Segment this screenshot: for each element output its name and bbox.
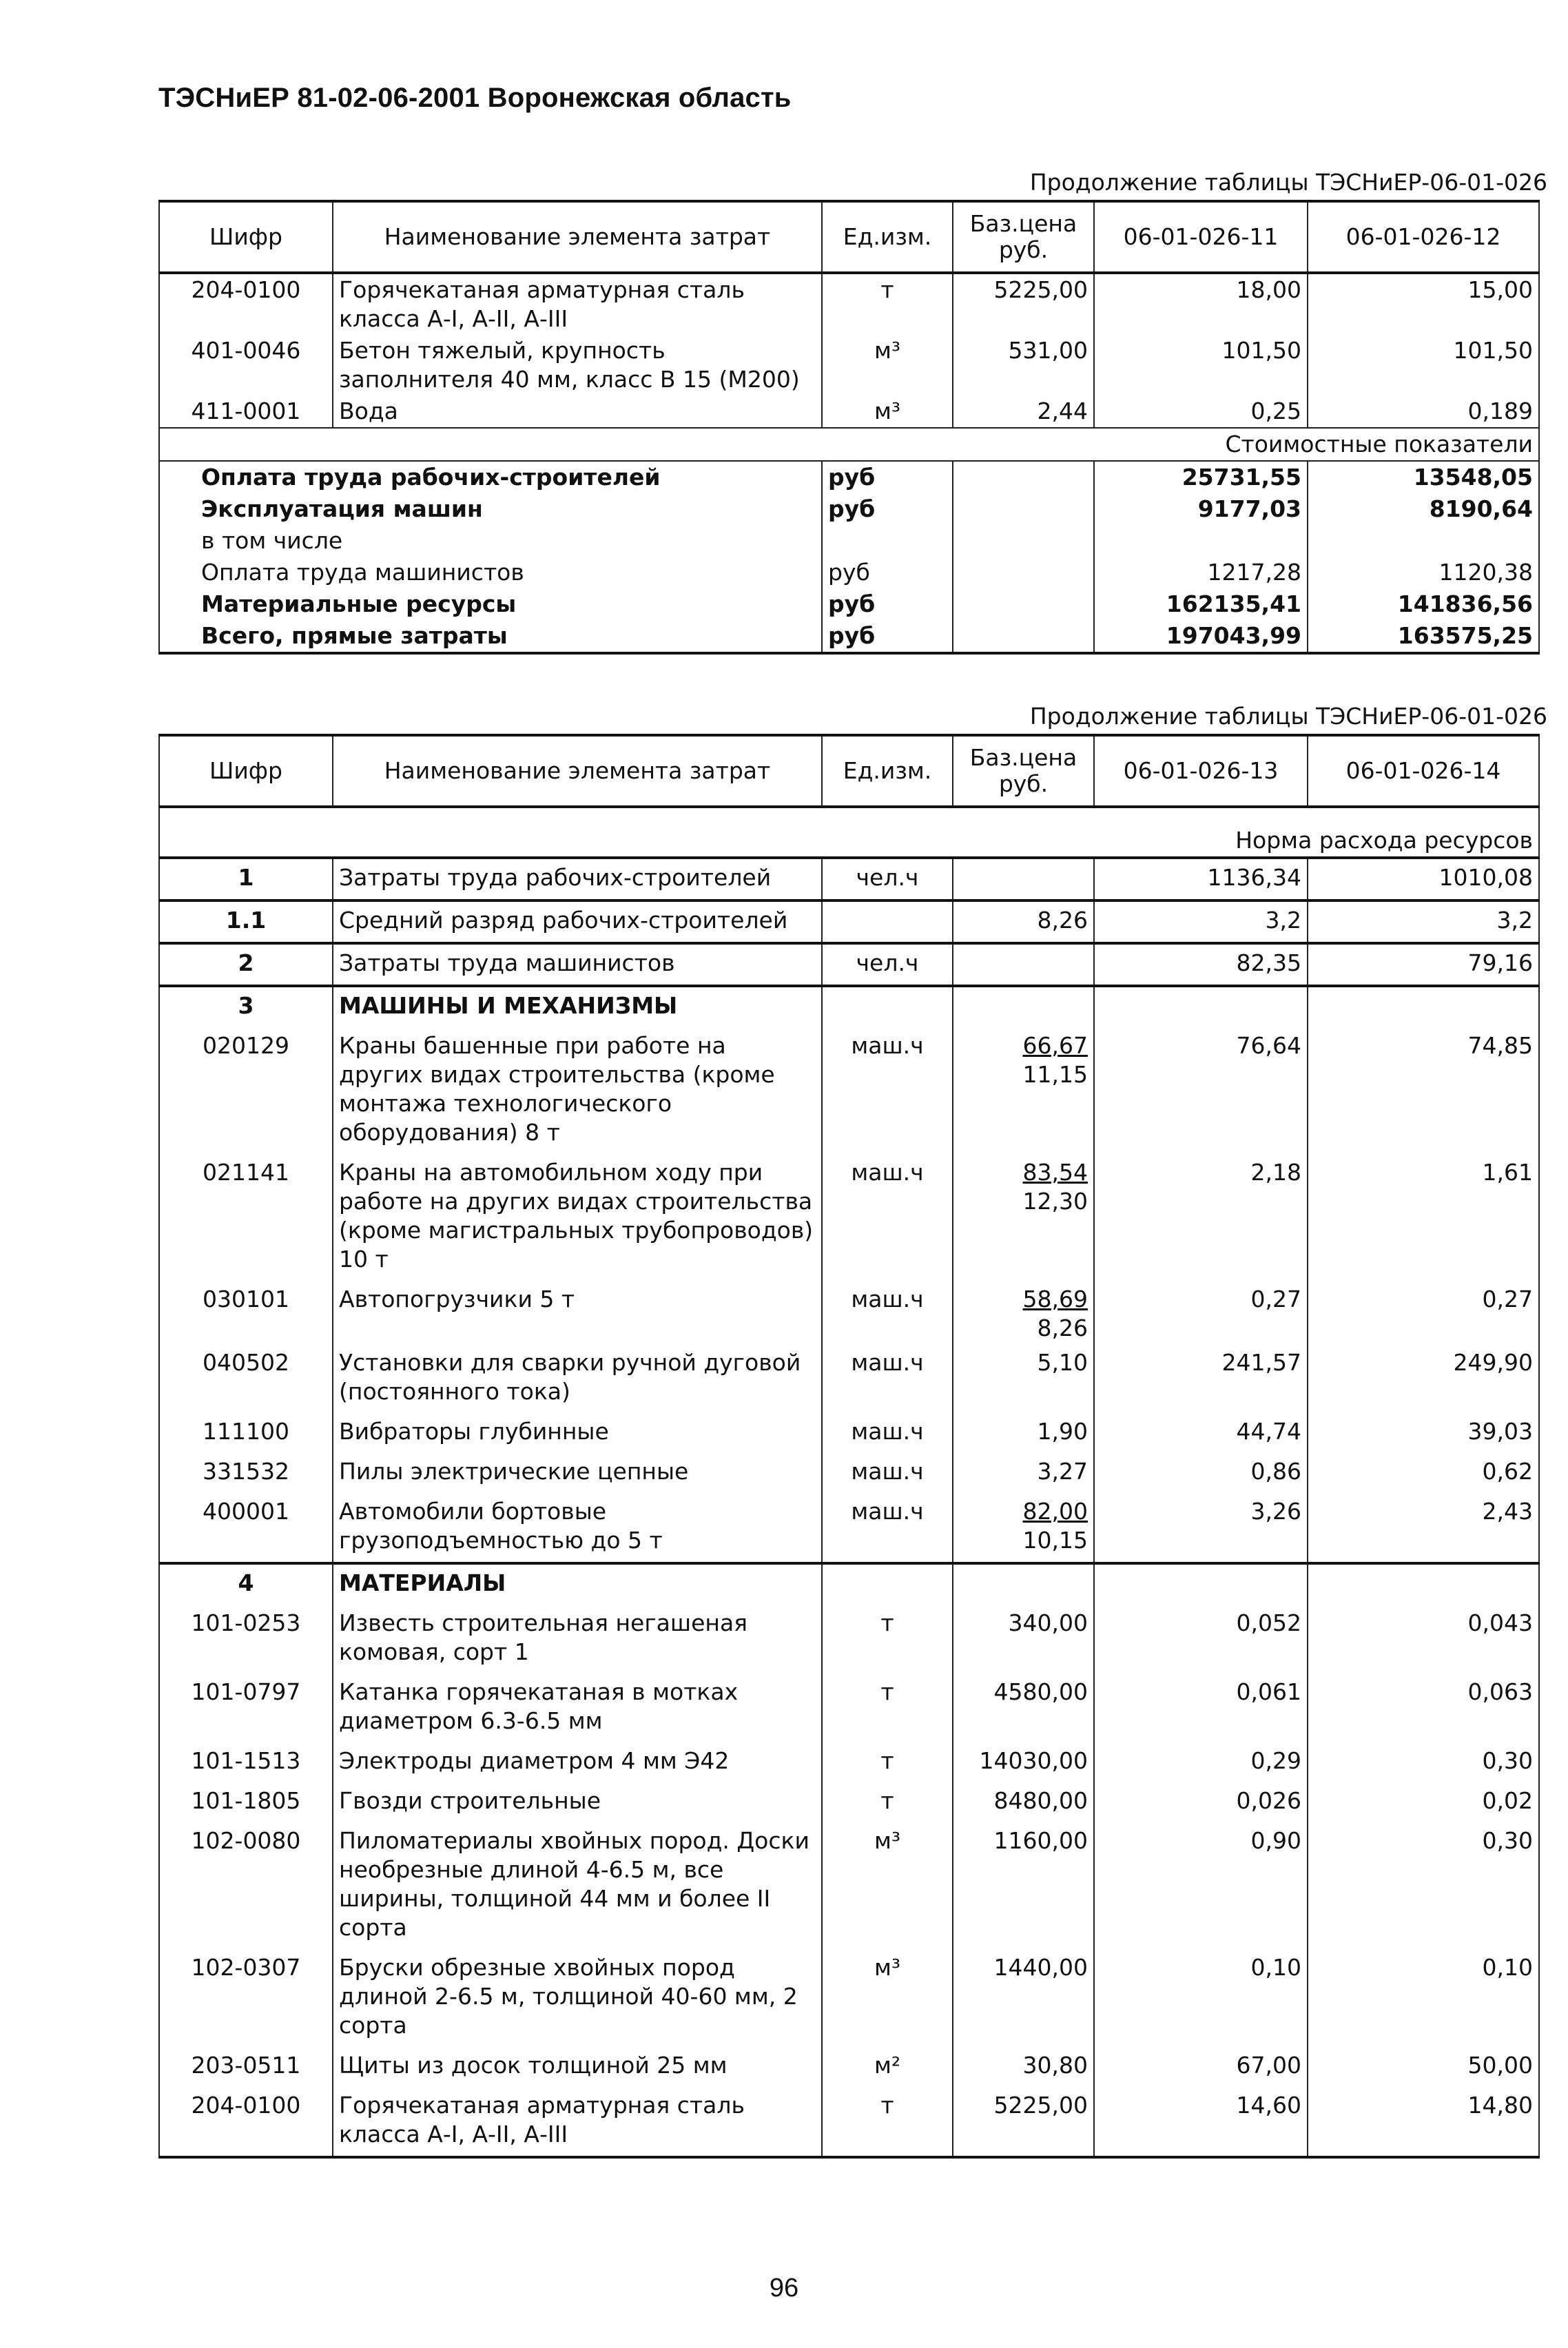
cost-name: Оплата труда рабочих-строителей bbox=[159, 461, 822, 493]
cost-value-1: 25731,55 bbox=[1094, 461, 1308, 493]
cost-row bbox=[159, 461, 1539, 493]
table-row bbox=[159, 900, 1539, 943]
table-row bbox=[159, 335, 1539, 395]
row-price: 2,44 bbox=[953, 395, 1094, 428]
row-unit: маш.ч bbox=[822, 1027, 953, 1154]
price-value: 30,80 bbox=[1022, 2052, 1088, 2079]
table-row bbox=[159, 1782, 1539, 1822]
table-row bbox=[159, 2087, 1539, 2157]
row-value-2: 0,30 bbox=[1308, 1742, 1539, 1782]
table-row bbox=[159, 1493, 1539, 1563]
row-price bbox=[953, 943, 1094, 986]
row-name: Средний разряд рабочих-строителей bbox=[333, 900, 822, 943]
row-unit: маш.ч bbox=[822, 1413, 953, 1453]
row-name: Горячекатаная арматурная сталь класса А-I, А-II, А-III bbox=[333, 2087, 822, 2157]
row-price bbox=[953, 1563, 1094, 1605]
cost-row bbox=[159, 557, 1539, 588]
row-name: МАШИНЫ И МЕХАНИЗМЫ bbox=[333, 986, 822, 1027]
cost-price bbox=[953, 525, 1094, 557]
row-price bbox=[953, 1782, 1094, 1822]
row-unit: м³ bbox=[822, 1822, 953, 1949]
cost-value-1 bbox=[1094, 525, 1308, 557]
row-name: Вибраторы глубинные bbox=[333, 1413, 822, 1453]
row-price bbox=[953, 1281, 1094, 1344]
row-value-1: 0,86 bbox=[1094, 1453, 1308, 1493]
price-operator-wage: 8,26 bbox=[1037, 1315, 1088, 1341]
table2 bbox=[158, 734, 1540, 2159]
price-value: 340,00 bbox=[1008, 1609, 1088, 1636]
price-value: 1,90 bbox=[1037, 1418, 1088, 1445]
col-header-v2: 06-01-026-14 bbox=[1308, 735, 1539, 807]
row-unit: маш.ч bbox=[822, 1453, 953, 1493]
col-header-v1: 06-01-026-13 bbox=[1094, 735, 1308, 807]
cost-unit: руб bbox=[822, 493, 953, 525]
row-unit: чел.ч bbox=[822, 858, 953, 900]
row-value-2: 0,043 bbox=[1308, 1605, 1539, 1674]
table-row bbox=[159, 943, 1539, 986]
row-price bbox=[953, 1949, 1094, 2047]
row-name: Затраты труда рабочих-строителей bbox=[333, 858, 822, 900]
row-price bbox=[953, 1493, 1094, 1563]
row-name: Щиты из досок толщиной 25 мм bbox=[333, 2047, 822, 2087]
row-value-1: 3,2 bbox=[1094, 900, 1308, 943]
row-name: Пиломатериалы хвойных пород. Доски необрезные длиной 4-6.5 м, все ширины, толщиной 44 мм и более II сорта bbox=[333, 1822, 822, 1949]
table-row bbox=[159, 1605, 1539, 1674]
row-value-1: 0,29 bbox=[1094, 1742, 1308, 1782]
row-value-2: 0,62 bbox=[1308, 1453, 1539, 1493]
row-name: Автомобили бортовые грузоподъемностью до 5 т bbox=[333, 1493, 822, 1563]
row-code: 111100 bbox=[159, 1413, 333, 1453]
row-code: 101-0797 bbox=[159, 1674, 333, 1742]
row-value-1: 2,18 bbox=[1094, 1154, 1308, 1281]
row-code: 1 bbox=[159, 858, 333, 900]
row-value-2: 0,30 bbox=[1308, 1822, 1539, 1949]
row-code: 3 bbox=[159, 986, 333, 1027]
row-value-1: 76,64 bbox=[1094, 1027, 1308, 1154]
row-unit: м³ bbox=[822, 395, 953, 428]
row-name: Затраты труда машинистов bbox=[333, 943, 822, 986]
row-code: 1.1 bbox=[159, 900, 333, 943]
cost-name: Оплата труда машинистов bbox=[159, 557, 822, 588]
row-unit: м³ bbox=[822, 1949, 953, 2047]
table1-continuation: Продолжение таблицы ТЭСНиЕР-06-01-026 bbox=[1029, 169, 1547, 196]
row-value-1: 0,25 bbox=[1094, 395, 1308, 428]
col-header-code: Шифр bbox=[159, 735, 333, 807]
cost-unit: руб bbox=[822, 588, 953, 620]
row-unit: м² bbox=[822, 2047, 953, 2087]
row-unit: маш.ч bbox=[822, 1154, 953, 1281]
table-row bbox=[159, 2047, 1539, 2087]
price-value: 66,67 bbox=[1022, 1032, 1088, 1059]
row-value-1: 44,74 bbox=[1094, 1413, 1308, 1453]
row-name: Пилы электрические цепные bbox=[333, 1453, 822, 1493]
cost-name: Материальные ресурсы bbox=[159, 588, 822, 620]
row-value-1: 18,00 bbox=[1094, 273, 1308, 335]
row-name: Краны башенные при работе на других видах строительства (кроме монтажа технологического оборудования) 8 т bbox=[333, 1027, 822, 1154]
row-value-1: 0,90 bbox=[1094, 1822, 1308, 1949]
price-value: 4580,00 bbox=[993, 1678, 1088, 1705]
col-header-unit: Ед.изм. bbox=[822, 201, 953, 273]
price-operator-wage: 10,15 bbox=[1022, 1527, 1088, 1554]
row-name: Электроды диаметром 4 мм Э42 bbox=[333, 1742, 822, 1782]
row-code: 331532 bbox=[159, 1453, 333, 1493]
row-name: Бетон тяжелый, крупность заполнителя 40 мм, класс В 15 (М200) bbox=[333, 335, 822, 395]
row-name: Бруски обрезные хвойных пород длиной 2-6.5 м, толщиной 40-60 мм, 2 сорта bbox=[333, 1949, 822, 2047]
row-unit: чел.ч bbox=[822, 943, 953, 986]
row-value-2: 0,063 bbox=[1308, 1674, 1539, 1742]
price-value: 1440,00 bbox=[993, 1954, 1088, 1981]
section-title: Стоимостные показатели bbox=[159, 428, 1539, 461]
table2-section-row bbox=[159, 807, 1539, 858]
table2-header-row bbox=[159, 735, 1539, 807]
cost-price bbox=[953, 557, 1094, 588]
row-price bbox=[953, 1154, 1094, 1281]
row-value-2: 0,10 bbox=[1308, 1949, 1539, 2047]
row-code: 102-0080 bbox=[159, 1822, 333, 1949]
row-unit: т bbox=[822, 2087, 953, 2157]
row-name: Известь строительная негашеная комовая, сорт 1 bbox=[333, 1605, 822, 1674]
row-value-1 bbox=[1094, 1563, 1308, 1605]
row-value-1: 67,00 bbox=[1094, 2047, 1308, 2087]
row-name: Краны на автомобильном ходу при работе на других видах строительства (кроме магистральных трубопроводов) 10 т bbox=[333, 1154, 822, 1281]
table-row bbox=[159, 1674, 1539, 1742]
row-value-1: 0,026 bbox=[1094, 1782, 1308, 1822]
row-unit: т bbox=[822, 1782, 953, 1822]
table-row bbox=[159, 1344, 1539, 1413]
col-header-v1: 06-01-026-11 bbox=[1094, 201, 1308, 273]
row-value-1: 3,26 bbox=[1094, 1493, 1308, 1563]
table-row bbox=[159, 1949, 1539, 2047]
row-value-2: 0,27 bbox=[1308, 1281, 1539, 1344]
cost-row bbox=[159, 620, 1539, 653]
row-code: 101-1513 bbox=[159, 1742, 333, 1782]
row-unit: т bbox=[822, 1742, 953, 1782]
price-value: 8,26 bbox=[1037, 907, 1088, 934]
cost-name: Всего, прямые затраты bbox=[159, 620, 822, 653]
row-value-2: 249,90 bbox=[1308, 1344, 1539, 1413]
col-header-name: Наименование элемента затрат bbox=[333, 735, 822, 807]
price-value: 5225,00 bbox=[993, 2092, 1088, 2119]
row-price: 5225,00 bbox=[953, 273, 1094, 335]
row-price bbox=[953, 1742, 1094, 1782]
cost-price bbox=[953, 620, 1094, 653]
col-header-unit: Ед.изм. bbox=[822, 735, 953, 807]
table1-header-row bbox=[159, 201, 1539, 273]
cost-row bbox=[159, 588, 1539, 620]
cost-name: в том числе bbox=[159, 525, 822, 557]
price-value: 8480,00 bbox=[993, 1787, 1088, 1814]
table-row bbox=[159, 1281, 1539, 1344]
row-value-2: 1,61 bbox=[1308, 1154, 1539, 1281]
row-value-2: 14,80 bbox=[1308, 2087, 1539, 2157]
row-price bbox=[953, 2047, 1094, 2087]
row-code: 101-0253 bbox=[159, 1605, 333, 1674]
row-value-1 bbox=[1094, 986, 1308, 1027]
row-unit: т bbox=[822, 273, 953, 335]
row-value-1: 101,50 bbox=[1094, 335, 1308, 395]
row-unit: т bbox=[822, 1674, 953, 1742]
row-code: 204-0100 bbox=[159, 2087, 333, 2157]
table2-continuation: Продолжение таблицы ТЭСНиЕР-06-01-026 bbox=[1029, 703, 1547, 730]
row-unit: маш.ч bbox=[822, 1344, 953, 1413]
col-header-code: Шифр bbox=[159, 201, 333, 273]
row-value-2: 39,03 bbox=[1308, 1413, 1539, 1453]
row-code: 400001 bbox=[159, 1493, 333, 1563]
cost-row bbox=[159, 525, 1539, 557]
price-value: 3,27 bbox=[1037, 1458, 1088, 1485]
row-code: 020129 bbox=[159, 1027, 333, 1154]
row-price bbox=[953, 1674, 1094, 1742]
cost-value-2: 13548,05 bbox=[1308, 461, 1539, 493]
page-title: ТЭСНиЕР 81-02-06-2001 Воронежская область bbox=[158, 83, 792, 113]
table-row bbox=[159, 858, 1539, 900]
row-unit: маш.ч bbox=[822, 1281, 953, 1344]
row-value-2 bbox=[1308, 1563, 1539, 1605]
row-price bbox=[953, 900, 1094, 943]
row-code: 102-0307 bbox=[159, 1949, 333, 2047]
row-code: 4 bbox=[159, 1563, 333, 1605]
row-value-2: 3,2 bbox=[1308, 900, 1539, 943]
table-row bbox=[159, 1742, 1539, 1782]
table1-section-row bbox=[159, 428, 1539, 461]
col-header-price: Баз.цена руб. bbox=[953, 201, 1094, 273]
row-value-1: 0,27 bbox=[1094, 1281, 1308, 1344]
row-code: 021141 bbox=[159, 1154, 333, 1281]
price-operator-wage: 11,15 bbox=[1022, 1061, 1088, 1088]
cost-price bbox=[953, 461, 1094, 493]
row-price bbox=[953, 986, 1094, 1027]
price-value: 83,54 bbox=[1022, 1159, 1088, 1186]
row-name: Катанка горячекатаная в мотках диаметром 6.3-6.5 мм bbox=[333, 1674, 822, 1742]
row-name: Гвозди строительные bbox=[333, 1782, 822, 1822]
row-value-1: 0,10 bbox=[1094, 1949, 1308, 2047]
col-header-name: Наименование элемента затрат bbox=[333, 201, 822, 273]
cost-row bbox=[159, 493, 1539, 525]
section-title: Норма расхода ресурсов bbox=[159, 807, 1539, 858]
table-row bbox=[159, 1027, 1539, 1154]
row-unit bbox=[822, 1563, 953, 1605]
price-value: 14030,00 bbox=[979, 1747, 1088, 1774]
row-price: 531,00 bbox=[953, 335, 1094, 395]
row-code: 401-0046 bbox=[159, 335, 333, 395]
row-code: 2 bbox=[159, 943, 333, 986]
row-code: 204-0100 bbox=[159, 273, 333, 335]
row-value-2: 50,00 bbox=[1308, 2047, 1539, 2087]
cost-unit: руб bbox=[822, 620, 953, 653]
row-value-1: 0,052 bbox=[1094, 1605, 1308, 1674]
row-value-1: 14,60 bbox=[1094, 2087, 1308, 2157]
row-name: Установки для сварки ручной дуговой (постоянного тока) bbox=[333, 1344, 822, 1413]
cost-value-1: 162135,41 bbox=[1094, 588, 1308, 620]
cost-unit: руб bbox=[822, 461, 953, 493]
row-name: Вода bbox=[333, 395, 822, 428]
page-number: 96 bbox=[769, 2274, 799, 2303]
cost-unit bbox=[822, 525, 953, 557]
row-price bbox=[953, 1605, 1094, 1674]
row-unit bbox=[822, 900, 953, 943]
col-header-v2: 06-01-026-12 bbox=[1308, 201, 1539, 273]
row-value-1: 0,061 bbox=[1094, 1674, 1308, 1742]
table-row bbox=[159, 1154, 1539, 1281]
row-value-1: 82,35 bbox=[1094, 943, 1308, 986]
row-code: 411-0001 bbox=[159, 395, 333, 428]
cost-value-1: 9177,03 bbox=[1094, 493, 1308, 525]
row-code: 040502 bbox=[159, 1344, 333, 1413]
cost-value-2: 1120,38 bbox=[1308, 557, 1539, 588]
table1 bbox=[158, 200, 1540, 655]
cost-value-1: 197043,99 bbox=[1094, 620, 1308, 653]
row-value-2: 2,43 bbox=[1308, 1493, 1539, 1563]
row-code: 101-1805 bbox=[159, 1782, 333, 1822]
row-name: Автопогрузчики 5 т bbox=[333, 1281, 822, 1344]
row-code: 203-0511 bbox=[159, 2047, 333, 2087]
col-header-price: Баз.цена руб. bbox=[953, 735, 1094, 807]
price-operator-wage: 12,30 bbox=[1022, 1188, 1088, 1215]
cost-value-2 bbox=[1308, 525, 1539, 557]
cost-name: Эксплуатация машин bbox=[159, 493, 822, 525]
section-heading-row bbox=[159, 1563, 1539, 1605]
cost-unit: руб bbox=[822, 557, 953, 588]
price-value: 5,10 bbox=[1037, 1349, 1088, 1376]
row-price bbox=[953, 1344, 1094, 1413]
row-value-2: 0,189 bbox=[1308, 395, 1539, 428]
table-row bbox=[159, 395, 1539, 428]
row-code: 030101 bbox=[159, 1281, 333, 1344]
section-heading-row bbox=[159, 986, 1539, 1027]
cost-value-2: 163575,25 bbox=[1308, 620, 1539, 653]
row-value-1: 1136,34 bbox=[1094, 858, 1308, 900]
table-row bbox=[159, 1413, 1539, 1453]
row-value-2 bbox=[1308, 986, 1539, 1027]
row-price bbox=[953, 1453, 1094, 1493]
row-price bbox=[953, 1027, 1094, 1154]
row-value-2: 101,50 bbox=[1308, 335, 1539, 395]
row-unit bbox=[822, 986, 953, 1027]
row-unit: маш.ч bbox=[822, 1493, 953, 1563]
table-row bbox=[159, 1822, 1539, 1949]
row-name: Горячекатаная арматурная сталь класса А-I, А-II, А-III bbox=[333, 273, 822, 335]
row-price bbox=[953, 858, 1094, 900]
row-value-2: 1010,08 bbox=[1308, 858, 1539, 900]
row-price bbox=[953, 1413, 1094, 1453]
row-unit: т bbox=[822, 1605, 953, 1674]
row-value-2: 79,16 bbox=[1308, 943, 1539, 986]
price-value: 1160,00 bbox=[993, 1827, 1088, 1854]
row-price bbox=[953, 1822, 1094, 1949]
row-price bbox=[953, 2087, 1094, 2157]
cost-value-2: 8190,64 bbox=[1308, 493, 1539, 525]
row-unit: м³ bbox=[822, 335, 953, 395]
row-value-2: 0,02 bbox=[1308, 1782, 1539, 1822]
row-value-2: 74,85 bbox=[1308, 1027, 1539, 1154]
price-value: 82,00 bbox=[1022, 1498, 1088, 1525]
cost-value-1: 1217,28 bbox=[1094, 557, 1308, 588]
cost-price bbox=[953, 493, 1094, 525]
price-value: 58,69 bbox=[1022, 1286, 1088, 1312]
row-name: МАТЕРИАЛЫ bbox=[333, 1563, 822, 1605]
row-value-1: 241,57 bbox=[1094, 1344, 1308, 1413]
cost-value-2: 141836,56 bbox=[1308, 588, 1539, 620]
table-row bbox=[159, 273, 1539, 335]
table-row bbox=[159, 1453, 1539, 1493]
cost-price bbox=[953, 588, 1094, 620]
row-value-2: 15,00 bbox=[1308, 273, 1539, 335]
